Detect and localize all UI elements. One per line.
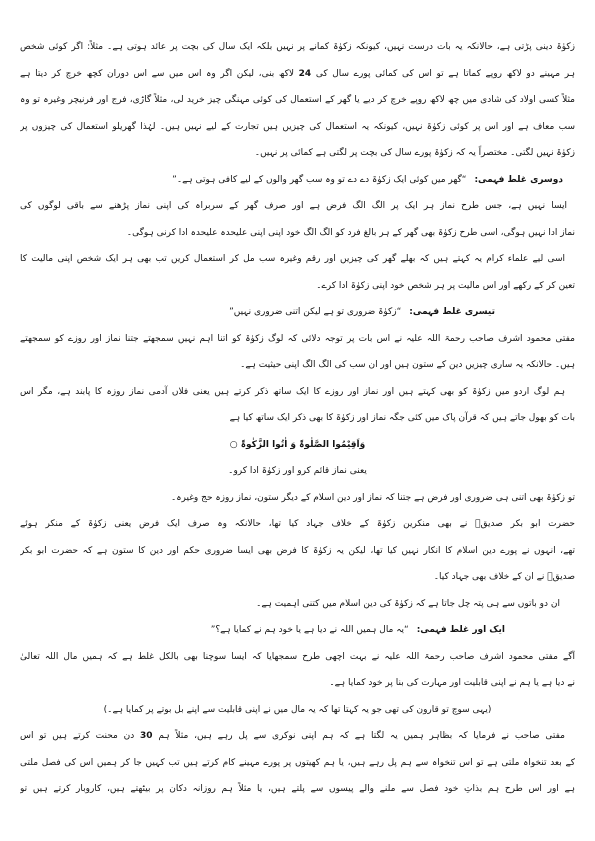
text-line: [20, 723, 575, 750]
heading-group: [229, 307, 495, 317]
line-text: اسی لیے علماء کرام یہ کہتے ہیں کہ بھلے گھر کی چیزیں اور رقم وغیرہ سب مل کر استعمال کریں تب بھی ہر ایک شخص اپنی مالیت کا: [20, 254, 565, 264]
line-text: ان دو باتوں سے ہی پتہ چل جاتا ہے کہ زکوٰۃ کی دین اسلام میں کتنی اہمیت ہے۔: [256, 598, 560, 609]
heading-quote: “گھر میں کوئی ایک زکوٰۃ دے دے تو وہ سب گھر والوں کے لیے کافی ہوتی ہے۔”: [172, 174, 467, 185]
text-line: [20, 538, 575, 565]
heading-label: ایک اور غلط فہمی:: [416, 625, 505, 635]
text-line: [20, 776, 575, 803]
quran-verse: [20, 432, 575, 459]
text-line: [20, 644, 575, 671]
text-line: [20, 246, 575, 273]
line-text: نے دیا ہے یا ہم نے اپنی قابلیت اور مہارت کی بنا پر خود کمایا ہے۔: [329, 678, 575, 688]
line-text: حضرت ابو بکر صدیقؓ نے بھی منکرین زکوٰۃ کے خلاف جہاد کیا تھا، حالانکہ وہ صرف ایک فرض یعنی زکوٰۃ کے منکر ہوئے: [20, 519, 575, 529]
text-line: [20, 670, 575, 697]
misconception-heading: [20, 617, 575, 644]
line-text-group: [20, 69, 575, 79]
line-text: نماز ادا نہیں ہوگی، اسی طرح زکوٰۃ بھی گھر کے ہر بالغ فرد کو الگ الگ خود اپنی اپنی علیحدہ علیحدہ ادا کرنی ہوگی۔: [126, 227, 575, 238]
text-line: [20, 61, 575, 88]
line-text: (یہی سوچ تو قارون کی تھی جو یہ کہتا تھا کہ یہ مال میں نے اپنی قابلیت سے اپنے بل بوتے پر کمایا ہے۔): [103, 704, 492, 715]
text-line: [20, 352, 575, 379]
misconception-heading: [20, 299, 575, 326]
text-line: [20, 405, 575, 432]
line-text: زکوٰۃ نہیں لگتی۔ مختصراً یہ کہ زکوٰۃ پورے سال کی بچت پر لگتی ہے کمائی پر نہیں۔: [254, 148, 575, 158]
line-text: لاکھ بنی، لیکن اگر وہ اس میں سے اس دوران کچھ خرچ کر دیتا ہے: [20, 68, 299, 79]
emphasized-number: 24: [298, 68, 312, 79]
heading-group: [211, 625, 505, 635]
parenthetical-note: [20, 697, 575, 724]
document-page: [20, 34, 575, 803]
line-text: صدیقؓ نے ان کے خلاف بھی جہاد کیا۔: [433, 572, 575, 582]
line-text: ہے اور اس طرح ہم بذاتِ خود فصل سے ملنے والے پیسوں سے پلتے ہیں، یا مثلاً ہم روزانہ دکان پر بیٹھتے ہیں، کاروبار کرتے ہیں تو: [20, 784, 575, 794]
line-text: زکوٰۃ دینی پڑتی ہے، حالانکہ یہ بات درست نہیں، کیونکہ زکوٰۃ کمانے پر نہیں بلکہ ایک سال کی بچت پر عائد ہوتی ہے۔ مثلاً: اگر کوئی شخص: [20, 42, 575, 52]
text-line: [20, 87, 575, 114]
line-text: کے بعد تنخواہ ملتی ہے تو اس تنخواہ سے ہم پل رہے ہیں، یا ہم کھیتوں پر پورے مہینے کام کرتے ہیں تب کہیں جا کر ہمیں اس کی فصل ملتی: [20, 757, 575, 768]
text-line: [20, 591, 575, 618]
heading-label: تیسری غلط فہمی:: [409, 307, 495, 317]
line-text: بات کو بھول جاتے ہیں کہ قرآن پاک میں کئی جگہ نماز اور زکوٰۃ کا بھی ذکر ایک ساتھ کیا ہے: [229, 413, 575, 423]
line-text: ہم لوگ اردو میں زکوٰۃ کو بھی کہتے ہیں اور نماز اور روزے کا ایک ساتھ ذکر کرتے ہیں یعنی فلاں آدمی نماز روزہ کا پابند ہے، مگر اس: [20, 386, 565, 397]
text-line: [20, 379, 575, 406]
line-text: مثلاً کسی اولاد کی شادی میں چھ لاکھ روپے خرچ کر دیے یا گھر کے استعمال کی کوئی مہنگی چیز خرید لی، مثلاً گاڑی، فرج اور فرنیچر وغیرہ تو وہ: [20, 95, 575, 105]
heading-quote: “زکوٰۃ ضروری تو ہے لیکن اتنی ضروری نہیں”: [229, 307, 402, 317]
line-text: آگے مفتی محمود اشرف صاحب رحمۃ اللہ علیہ نے بہت اچھی طرح سمجھایا کہ ایسا سوچنا بھی بالکل غلط ہے کہ ہمیں مال اللہ تعالیٰ: [20, 651, 575, 662]
heading-quote: “یہ مال ہمیں اللہ نے دیا ہے یا خود ہم نے کمایا ہے؟”: [210, 625, 409, 635]
heading-label: دوسری غلط فہمی:: [474, 174, 563, 185]
line-text: تو زکوٰۃ بھی اتنی ہی ضروری اور فرض ہے جتنا کہ نماز اور دین اسلام کے دیگر ستون، نماز روزہ حج وغیرہ۔: [171, 492, 575, 503]
line-text-group: [20, 731, 565, 741]
text-line: [20, 220, 575, 247]
text-line: [20, 114, 575, 141]
text-line: [20, 511, 575, 538]
text-line: [20, 750, 575, 777]
emphasized-number: 30: [140, 731, 153, 741]
line-text: ایسا نہیں ہے، جس طرح نماز ہر ایک پر الگ الگ فرض ہے اور صرف گھر کے سربراہ کی اپنی نماز پڑھنے سے باقی لوگوں کی: [20, 201, 567, 211]
line-text: ہیں۔ حالانکہ یہ ساری چیزیں دین کے ستون ہیں اور ان سب کی الگ الگ اپنی حیثیت ہے۔: [240, 360, 575, 370]
text-line: [20, 326, 575, 353]
verse-text: وَاَقِیْمُوا الصَّلٰوۃَ وَ اٰتُوا الزَّکٰوۃَ ○: [229, 439, 366, 450]
line-text: یعنی نماز قائم کرو اور زکوٰۃ ادا کرو۔: [228, 466, 367, 476]
line-text: سب معاف ہے اور اس پر کوئی زکوٰۃ نہیں، کیونکہ یہ استعمال کی چیزیں ہیں تجارت کے لیے نہیں ہیں۔ لہٰذا گھریلو استعمال کی چیزوں پر: [20, 121, 575, 132]
text-line: [20, 564, 575, 591]
line-text: دن محنت کرتے ہیں تو اس: [20, 731, 141, 741]
text-line: [20, 485, 575, 512]
text-line: [20, 273, 575, 300]
line-text: تھے، انہوں نے پورے دین اسلام کا انکار نہیں کیا تھا، لیکن یہ زکوٰۃ کا فرض بھی ایسا ضروری حکم اور دین کا ستون ہے کہ حضرت ابو بکر: [20, 545, 575, 556]
verse-translation: [20, 458, 575, 485]
text-line: [20, 193, 575, 220]
misconception-heading: [20, 167, 575, 194]
line-text: تعین کر کے رکھے اور اس مالیت پر ہر شخص خود اپنی زکوٰۃ ادا کرے۔: [316, 280, 575, 291]
heading-group: [172, 175, 563, 185]
text-line: [20, 34, 575, 61]
line-text: مفتی صاحب نے فرمایا کہ بظاہر ہمیں یہ لگتا ہے کہ ہم اپنی نوکری سے پل رہے ہیں، مثلاً ہم: [152, 731, 565, 741]
line-text: ہر مہینے دو لاکھ روپے کماتا ہے تو اس کی کمائی پورے سال کی: [311, 68, 575, 79]
text-line: [20, 140, 575, 167]
line-text: مفتی محمود اشرف صاحب رحمۃ اللہ علیہ نے اس بات پر توجہ دلائی کہ لوگ زکوٰۃ کو اتنا اہم نہیں سمجھتے جتنا نماز اور روزے کو سمجھتے: [20, 333, 575, 344]
